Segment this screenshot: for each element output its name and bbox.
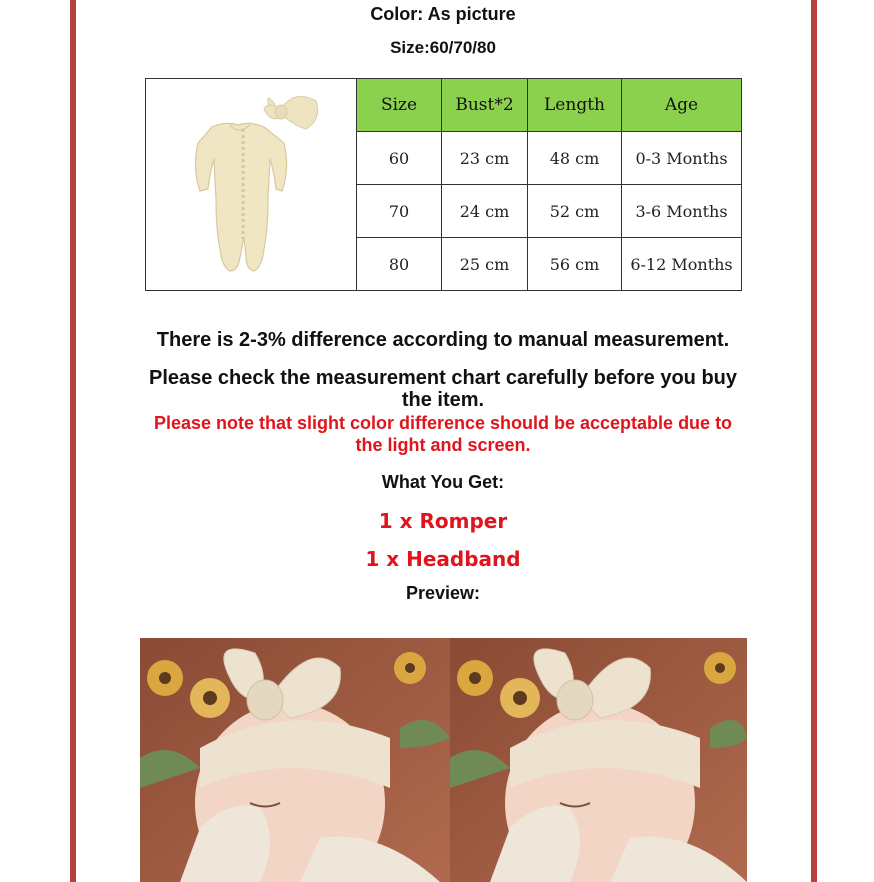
table-cell: 25 cm (442, 238, 528, 290)
col-header-age: Age (622, 79, 741, 132)
col-header-length: Length (528, 79, 622, 132)
preview-photo (140, 638, 747, 882)
table-cell: 70 (357, 185, 442, 238)
table-cell: 60 (357, 132, 442, 185)
size-line: Size:60/70/80 (390, 38, 496, 57)
col-header-size: Size (357, 79, 442, 132)
table-cell: 48 cm (528, 132, 622, 185)
table-cell: 52 cm (528, 185, 622, 238)
romper-product-image (146, 79, 357, 290)
check-chart-note: Please check the measurement chart carefully before you buy the item. (148, 367, 738, 411)
page-border-right (811, 0, 817, 882)
measurement-difference-note: There is 2-3% difference according to manual measurement. (156, 329, 730, 351)
table-cell: 0-3 Months (622, 132, 741, 185)
size-chart-table (145, 78, 742, 291)
col-header-bust: Bust*2 (442, 79, 528, 132)
table-cell: 80 (357, 238, 442, 290)
package-item-headband: 1 x Headband (365, 547, 521, 571)
table-cell: 24 cm (442, 185, 528, 238)
package-title: What You Get: (381, 472, 505, 492)
table-cell: 6-12 Months (630, 254, 733, 274)
color-difference-note: Please note that slight color difference should be acceptable due to the light and screen. (153, 413, 733, 455)
preview-title: Preview: (405, 583, 481, 603)
color-line: Color: As picture (370, 4, 516, 24)
table-cell: 56 cm (528, 238, 622, 290)
table-cell: 3-6 Months (622, 185, 741, 238)
page-border-left (70, 0, 76, 882)
size-chart-grid (357, 79, 741, 290)
package-item-romper: 1 x Romper (378, 509, 508, 533)
table-cell: 23 cm (442, 132, 528, 185)
